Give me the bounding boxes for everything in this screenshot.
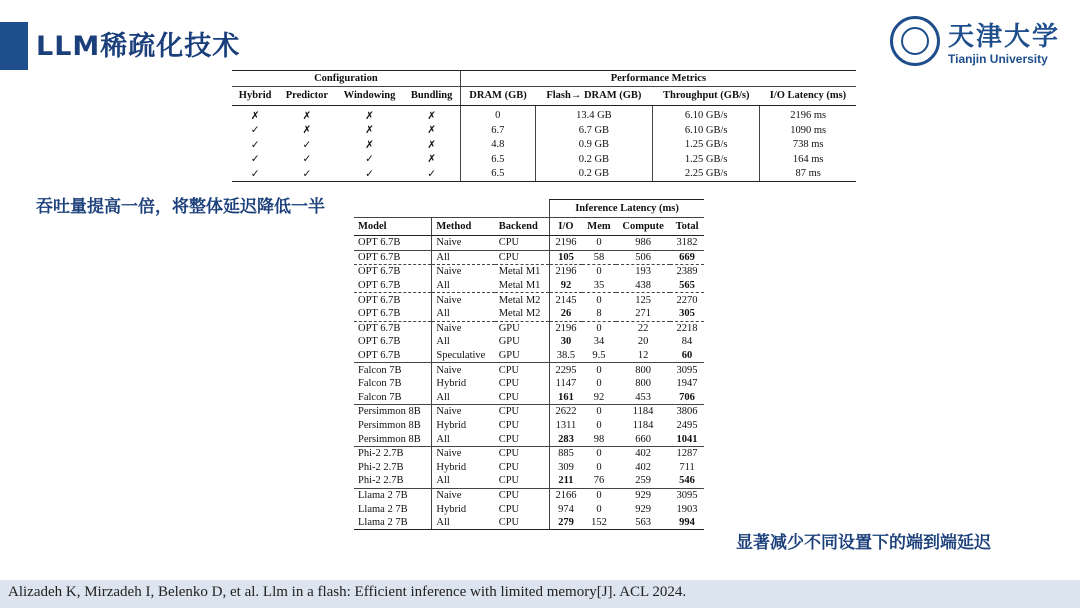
t2-cell: Hybrid <box>432 419 495 433</box>
t2-col-header: Total <box>670 218 704 236</box>
t2-cell: 1184 <box>632 420 654 432</box>
t2-cell: 1311 <box>550 419 582 433</box>
t2-cell: Naive <box>432 293 495 307</box>
t2-bold-value: 105 <box>558 251 574 263</box>
t2-col-header: I/O <box>550 218 582 236</box>
t2-bold-value: 30 <box>560 336 572 348</box>
t1-cell: 2196 ms <box>760 105 856 123</box>
t2-cell: 2295 <box>550 363 582 377</box>
t2-cell: CPU <box>498 420 520 432</box>
t2-cell: 34 <box>593 336 605 348</box>
t2-cell: Falcon 7B <box>354 363 432 377</box>
t2-bold-value: 92 <box>560 280 572 292</box>
t2-cell: 8 <box>596 308 602 320</box>
t2-cell: 3806 <box>670 405 704 419</box>
latency-callout: 显著减少不同设置下的端到端延迟 <box>736 533 991 553</box>
t2-cell: 660 <box>635 433 651 445</box>
t1-cell: ✗ <box>365 110 374 122</box>
t2-cell: 0 <box>582 265 616 279</box>
t2-cell: All <box>432 250 495 265</box>
t2-cell: Persimmon 8B <box>358 420 421 432</box>
t2-col-header: Model <box>354 218 432 236</box>
t2-bold-value: 1041 <box>676 433 698 445</box>
t2-row <box>354 250 704 265</box>
title-accent-bar <box>0 22 28 70</box>
latency-group-header: Inference Latency (ms) <box>550 200 704 218</box>
t2-cell: 974 <box>550 502 582 516</box>
university-seal-icon <box>890 16 940 66</box>
t1-col-header: I/O Latency (ms) <box>760 86 856 105</box>
t2-cell: 2166 <box>550 488 582 502</box>
t2-row <box>354 279 704 293</box>
t2-cell <box>550 516 582 530</box>
t1-col-header: Flash→ DRAM (GB) <box>535 86 652 105</box>
t2-cell: 3182 <box>676 237 698 249</box>
t2-cell: CPU <box>495 488 550 502</box>
t2-cell: 2145 <box>550 293 582 307</box>
t2-cell: Naive <box>432 405 495 419</box>
t2-cell: Naive <box>432 363 495 377</box>
t2-cell: 309 <box>550 461 582 475</box>
t2-bold-value: 283 <box>558 433 574 445</box>
t2-cell: Phi-2 2.7B <box>358 475 404 487</box>
t2-cell <box>550 474 582 488</box>
t2-cell <box>550 250 582 265</box>
t2-cell: 3095 <box>670 488 704 502</box>
t2-row <box>354 516 704 530</box>
t2-cell: 0 <box>596 461 602 473</box>
logo-english-name: Tianjin University <box>948 52 1048 66</box>
t2-row <box>354 307 704 321</box>
t2-cell: CPU <box>495 516 550 530</box>
t2-cell: OPT 6.7B <box>354 293 432 307</box>
t2-cell: 2270 <box>670 293 704 307</box>
t2-cell: CPU <box>498 461 520 473</box>
t2-cell: 20 <box>637 336 649 348</box>
t2-cell: All <box>432 516 495 530</box>
t2-bold-value: 706 <box>679 391 695 403</box>
t2-cell <box>670 432 704 446</box>
t2-cell: CPU <box>498 503 520 515</box>
t2-cell <box>550 279 582 293</box>
t2-cell: Llama 2 7B <box>354 516 432 530</box>
t2-cell: Persimmon 8B <box>354 405 432 419</box>
t2-cell: Llama 2 7B <box>354 488 432 502</box>
t2-cell: 58 <box>582 250 616 265</box>
t2-row <box>354 461 704 475</box>
t2-cell: 98 <box>593 433 605 445</box>
t2-cell <box>670 279 704 293</box>
t2-row <box>354 363 704 377</box>
t2-cell: 800 <box>635 378 651 390</box>
t2-row <box>354 502 704 516</box>
citation-footer <box>0 580 1080 608</box>
t1-cell: ✗ <box>427 125 437 137</box>
t2-cell: CPU <box>498 433 520 445</box>
t2-cell <box>670 250 704 265</box>
t2-cell: 2495 <box>676 420 698 432</box>
t2-cell: OPT 6.7B <box>358 237 401 249</box>
t2-row <box>354 432 704 446</box>
t2-cell <box>550 391 582 405</box>
configuration-metrics-table <box>232 70 856 182</box>
throughput-callout: 吞吐量提高一倍，将整体延迟降低一半 <box>36 197 325 217</box>
t1-col-header: DRAM (GB) <box>460 86 535 105</box>
t2-row <box>354 446 704 460</box>
t2-cell: 1147 <box>550 377 582 391</box>
t2-row <box>354 335 704 349</box>
t2-row <box>354 377 704 391</box>
t2-cell: Falcon 7B <box>358 391 402 403</box>
t2-cell: OPT 6.7B <box>358 308 401 320</box>
t1-cell: ✗ <box>302 125 312 137</box>
t1-col-header: Windowing <box>336 86 404 105</box>
t2-cell: 2196 <box>550 321 582 335</box>
t2-bold-value: 305 <box>679 308 695 320</box>
t1-cell: 0.9 GB <box>535 138 652 153</box>
t2-row <box>354 321 704 335</box>
t2-cell: 0 <box>596 420 602 432</box>
t2-cell: 2389 <box>670 265 704 279</box>
t2-bold-value: 211 <box>558 475 574 487</box>
t2-cell: All <box>432 391 495 405</box>
t2-col-header: Backend <box>495 218 550 236</box>
t2-bold-value: 565 <box>679 280 695 292</box>
t1-cell: ✗ <box>302 110 312 122</box>
t2-cell: 2196 <box>550 265 582 279</box>
t2-row <box>354 236 704 251</box>
t2-cell: All <box>432 279 495 293</box>
t2-bold-value: 669 <box>679 251 695 263</box>
t2-cell: 438 <box>635 280 651 292</box>
t2-cell: 259 <box>635 475 651 487</box>
t1-cell: 164 ms <box>760 152 856 167</box>
config-group-header: Configuration <box>232 71 460 87</box>
t2-cell: OPT 6.7B <box>358 350 401 362</box>
t1-cell: ✗ <box>427 110 437 122</box>
t2-cell: Phi-2 2.7B <box>354 446 432 460</box>
t2-cell: 563 <box>616 516 670 530</box>
t1-cell: ✓ <box>250 154 260 166</box>
t2-cell: OPT 6.7B <box>358 336 401 348</box>
t2-cell: All <box>432 335 495 349</box>
t1-cell: 6.5 <box>460 167 535 182</box>
t2-cell: 0 <box>582 446 616 460</box>
t2-cell: Hybrid <box>432 377 495 391</box>
t1-cell: ✗ <box>427 154 437 166</box>
t1-cell: 2.25 GB/s <box>653 167 760 182</box>
t2-bold-value: 161 <box>558 391 574 403</box>
t2-cell: OPT 6.7B <box>354 250 432 265</box>
t2-cell <box>670 391 704 405</box>
t2-cell: 711 <box>679 461 695 473</box>
t1-cell: ✗ <box>427 139 437 151</box>
t2-cell: 35 <box>593 280 605 292</box>
t1-cell: ✓ <box>302 139 312 151</box>
t2-bold-value: 994 <box>679 517 695 529</box>
t2-cell: Naive <box>432 236 495 251</box>
t2-cell: 885 <box>550 446 582 460</box>
t1-cell: ✓ <box>302 154 312 166</box>
t2-cell: CPU <box>495 446 550 460</box>
perf-group-header: Performance Metrics <box>460 71 856 87</box>
t2-cell: CPU <box>495 250 550 265</box>
t2-col-header: Method <box>432 218 495 236</box>
t2-cell: GPU <box>498 336 520 348</box>
t1-cell: 6.5 <box>460 152 535 167</box>
t1-cell: 1090 ms <box>760 123 856 138</box>
t1-cell: 0.2 GB <box>535 152 652 167</box>
t1-cell: 6.10 GB/s <box>653 105 760 123</box>
t2-cell: 193 <box>616 265 670 279</box>
t2-cell: 76 <box>593 475 605 487</box>
t1-row <box>232 152 856 167</box>
t2-cell: Persimmon 8B <box>358 433 421 445</box>
t2-cell: Metal M2 <box>495 293 550 307</box>
t2-bold-value: 279 <box>558 517 574 529</box>
t1-cell: 6.10 GB/s <box>653 123 760 138</box>
t1-cell: 13.4 GB <box>535 105 652 123</box>
t2-cell: 84 <box>681 336 693 348</box>
t1-cell: ✓ <box>278 167 335 182</box>
t2-bold-value: 26 <box>560 308 572 320</box>
t1-cell: 6.7 GB <box>535 123 652 138</box>
t1-cell: ✓ <box>250 125 260 137</box>
t2-col-header: Mem <box>582 218 616 236</box>
t2-row <box>354 391 704 405</box>
t2-cell: 2218 <box>670 321 704 335</box>
t2-cell <box>670 307 704 321</box>
t1-cell: ✗ <box>365 125 374 137</box>
t1-cell: ✗ <box>365 139 374 151</box>
t1-col-header: Hybrid <box>232 86 278 105</box>
t1-row <box>232 105 856 123</box>
t2-cell: Falcon 7B <box>358 378 402 390</box>
t2-cell: All <box>432 307 495 321</box>
t2-cell: CPU <box>498 475 520 487</box>
t2-cell: 22 <box>616 321 670 335</box>
t1-cell: 738 ms <box>760 138 856 153</box>
t2-row <box>354 265 704 279</box>
t1-row <box>232 123 856 138</box>
t2-cell: 402 <box>616 446 670 460</box>
t1-col-header: Predictor <box>278 86 335 105</box>
t2-cell: 0 <box>596 237 602 249</box>
t1-cell: ✓ <box>365 154 374 166</box>
t2-cell: 929 <box>635 503 651 515</box>
t2-cell <box>550 335 582 349</box>
t1-cell: ✓ <box>336 167 404 182</box>
t2-cell: All <box>432 474 495 488</box>
t2-cell: 402 <box>635 461 651 473</box>
t2-cell: 271 <box>635 308 651 320</box>
t1-cell: ✓ <box>232 167 278 182</box>
t2-row <box>354 293 704 307</box>
t2-cell: 152 <box>582 516 616 530</box>
t2-cell: 1903 <box>676 503 698 515</box>
t2-cell: Naive <box>432 446 495 460</box>
t2-cell: 0 <box>582 405 616 419</box>
t2-cell: 986 <box>635 237 651 249</box>
t1-row <box>232 167 856 182</box>
inference-latency-table <box>354 199 704 530</box>
t2-cell: 0 <box>582 488 616 502</box>
t2-cell: 2622 <box>550 405 582 419</box>
citation-text: Alizadeh K, Mirzadeh I, Belenko D, et al. Llm in a flash: Efficient inference with limited memory[J]. ACL 2024. <box>8 584 687 600</box>
t2-cell: 453 <box>635 391 651 403</box>
t2-cell: 506 <box>616 250 670 265</box>
t1-row <box>232 138 856 153</box>
t2-cell: Naive <box>432 488 495 502</box>
t2-cell: 0 <box>582 363 616 377</box>
t2-cell: OPT 6.7B <box>358 280 401 292</box>
t2-cell: 3095 <box>670 363 704 377</box>
t2-cell: Hybrid <box>432 461 495 475</box>
t1-cell: 6.7 <box>460 123 535 138</box>
t2-cell: 0 <box>596 378 602 390</box>
t2-cell: All <box>432 432 495 446</box>
t2-cell: 929 <box>616 488 670 502</box>
t2-cell: CPU <box>498 378 520 390</box>
t2-cell <box>670 474 704 488</box>
t2-cell: 12 <box>637 350 649 362</box>
t1-col-header: Throughput (GB/s) <box>653 86 760 105</box>
t2-cell: OPT 6.7B <box>354 321 432 335</box>
t2-cell: Metal M2 <box>498 308 541 320</box>
t2-row <box>354 405 704 419</box>
t2-col-header: Compute <box>616 218 670 236</box>
t2-bold-value: 60 <box>681 350 693 362</box>
t2-cell: CPU <box>495 405 550 419</box>
t2-cell: 9.5 <box>592 350 606 362</box>
t2-cell: CPU <box>495 363 550 377</box>
t2-bold-value: 546 <box>679 475 695 487</box>
t2-cell: 800 <box>616 363 670 377</box>
t2-cell: 0 <box>596 503 602 515</box>
t2-cell: Metal M1 <box>498 280 541 292</box>
t2-cell: Phi-2 2.7B <box>358 461 404 473</box>
t2-cell <box>670 349 704 363</box>
t1-cell: ✓ <box>403 167 460 182</box>
t1-cell: 0.2 GB <box>535 167 652 182</box>
t2-cell: Metal M1 <box>495 265 550 279</box>
t2-cell: 1947 <box>676 378 698 390</box>
t1-cell: 0 <box>460 105 535 123</box>
t2-cell: CPU <box>498 391 520 403</box>
t2-cell <box>550 307 582 321</box>
t2-row <box>354 488 704 502</box>
t2-cell: 2196 <box>550 236 582 251</box>
t1-cell: 87 ms <box>760 167 856 182</box>
t2-cell: Hybrid <box>432 502 495 516</box>
slide-title: LLM稀疏化技术 <box>36 31 241 62</box>
t2-cell <box>670 516 704 530</box>
logo-chinese-name: 天津大学 <box>948 22 1061 52</box>
t2-cell: 0 <box>582 321 616 335</box>
t2-cell: 38.5 <box>550 349 582 363</box>
t1-cell: ✓ <box>250 139 260 151</box>
t2-cell: 1287 <box>670 446 704 460</box>
university-logo <box>890 16 1070 72</box>
t2-cell: Naive <box>432 265 495 279</box>
t2-cell: Naive <box>432 321 495 335</box>
t2-cell: Llama 2 7B <box>358 503 408 515</box>
t2-cell: 92 <box>593 391 605 403</box>
t2-row <box>354 349 704 363</box>
t1-cell: 1.25 GB/s <box>653 152 760 167</box>
t2-cell <box>550 432 582 446</box>
t2-cell: GPU <box>495 321 550 335</box>
t1-cell: 1.25 GB/s <box>653 138 760 153</box>
t2-cell: GPU <box>498 350 520 362</box>
t2-row <box>354 419 704 433</box>
t2-row <box>354 474 704 488</box>
t1-col-header: Bundling <box>403 86 460 105</box>
t1-cell: ✗ <box>250 110 260 122</box>
t2-cell: 1184 <box>616 405 670 419</box>
t2-cell: OPT 6.7B <box>354 265 432 279</box>
t2-cell: Speculative <box>432 349 495 363</box>
t2-cell: 0 <box>582 293 616 307</box>
t2-cell: 125 <box>616 293 670 307</box>
t2-cell: CPU <box>498 237 520 249</box>
t1-cell: 4.8 <box>460 138 535 153</box>
